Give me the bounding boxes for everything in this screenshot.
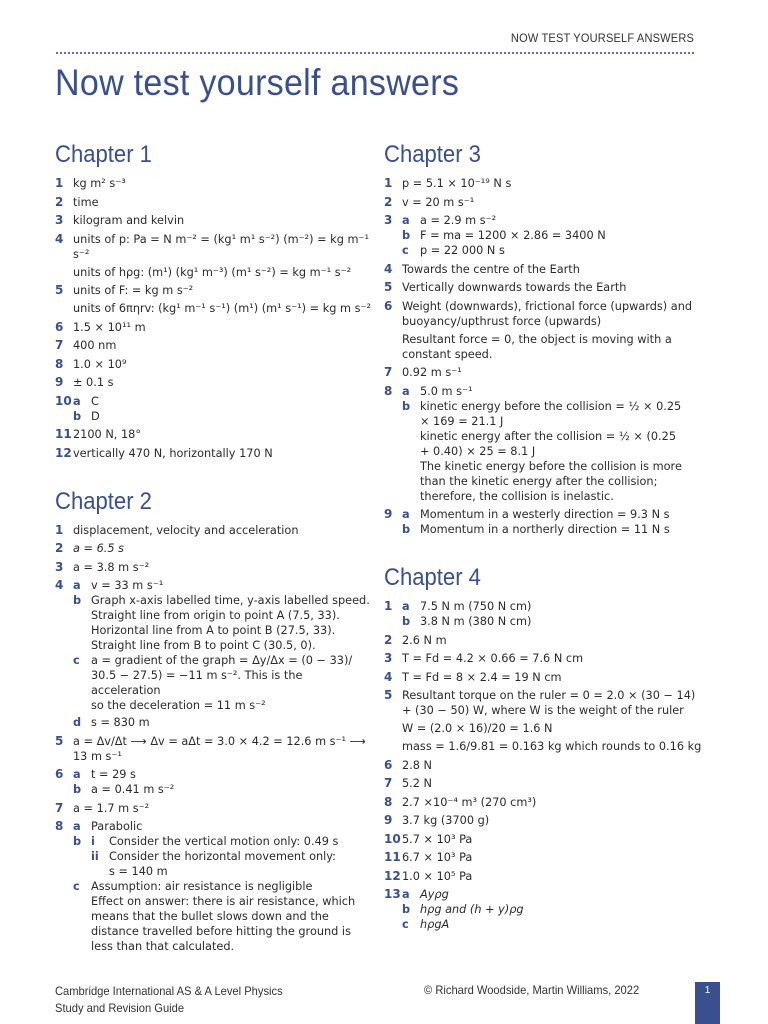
answer-item: 2 time (55, 194, 99, 209)
footer-copyright: © Richard Woodside, Martin Williams, 2022 (424, 983, 640, 997)
right-column (384, 140, 702, 936)
answer-item: 7 400 nm (55, 338, 117, 352)
page-title: Now test yourself answers (55, 62, 460, 103)
answer-item: 7 5.2 N (384, 776, 433, 790)
answer-item: 11 6.7 × 10³ Pa (384, 850, 473, 864)
answer-item: 4 units of p: Pa = N m⁻² = (kg¹ m¹ s⁻²) (m⁻²) = kg m⁻¹ s⁻² units of hρg: (m¹) (kg¹ m⁻³) (m¹ s⁻²) = kg m⁻¹ s⁻² (55, 231, 369, 279)
answer-item: 7 a = 1.7 m s⁻² (55, 800, 150, 815)
answer-item: 2 2.6 N m (384, 632, 447, 647)
answer-item: 6 Weight (downwards), frictional force (upwards) and buoyancy/upthrust force (upwards) Resultant force = 0, the object is moving with a constant speed. (384, 298, 693, 361)
answer-item: 11 2100 N, 18° (55, 427, 141, 441)
answer-item: 8 a 5.0 m s⁻¹ b kinetic energy before the collision = ½ × 0.25 × 169 = 21.1 J kinetic energy after the collision = ½ × (0.25 + 0.40) × 25 = 8.1 J The kinetic energy before the collision is more than the kinetic energy after the collision; therefore, the collision is inelastic. (384, 383, 682, 503)
answer-item: 1 p = 5.1 × 10⁻¹⁹ N s (384, 176, 512, 190)
answer-item: 5 a = Δv/Δt ⟶ Δv = aΔt = 3.0 × 4.2 = 12.6 m s⁻¹ ⟶ 13 m s⁻¹ (55, 733, 366, 763)
answer-item: 2 a = 6.5 s (55, 541, 125, 555)
chapter-1-heading: Chapter 1 (55, 141, 152, 168)
answer-item: 10 a C b D (55, 393, 100, 423)
answer-item: 3 T = Fd = 4.2 × 0.66 = 7.6 N cm (384, 651, 584, 665)
answer-item: 12 vertically 470 N, horizontally 170 N (55, 445, 273, 460)
answer-item: 7 0.92 m s⁻¹ (384, 365, 462, 379)
answer-item: 1 kg m² s⁻³ (55, 176, 126, 190)
page-number-badge: 1 (695, 982, 720, 1024)
left-column (55, 140, 373, 958)
answer-item: 3 a a = 2.9 m s⁻² b F = ma = 1200 × 2.86 = 3400 N c p = 22 000 N s (384, 213, 606, 257)
answer-item: 8 2.7 ×10⁻⁴ m³ (270 cm³) (384, 794, 537, 809)
answer-item: 8 a Parabolic b i Consider the vertical motion only: 0.49 s ii Consider the horizontal movement only: s = 140 m c Assumption: air resistance is negligible Effect on answer: there is air resistance, which means that the bullet slows down and the distance travelled before hitting the ground is less than that calculated. (55, 819, 356, 953)
chapter-3-heading: Chapter 3 (384, 141, 481, 168)
answer-item: 8 1.0 × 10⁹ (55, 356, 127, 371)
answer-item: 5 units of F: = kg m s⁻² units of 6πηrv: (kg¹ m⁻¹ s⁻¹) (m¹) (m¹ s⁻¹) = kg m s⁻² (55, 283, 371, 315)
answer-item: 10 5.7 × 10³ Pa (384, 831, 473, 846)
answer-item: 6 1.5 × 10¹¹ m (55, 319, 146, 334)
chapter-4-heading: Chapter 4 (384, 564, 481, 591)
answer-item: 2 v = 20 m s⁻¹ (384, 194, 475, 209)
chapter-2-heading: Chapter 2 (55, 487, 152, 515)
answer-item: 5 Vertically downwards towards the Earth (384, 280, 627, 294)
answer-item: 4 a v = 33 m s⁻¹ b Graph x-axis labelled time, y-axis labelled speed. Straight line from origin to point A (7.5, 33). Horizontal line from A to point B (27.5, 33). Straight line from B to point C (30.5, 0). c a = gradient of the graph = Δy/Δx = (0 − 33)/ 30.5 − 27.5) = −11 m s⁻². This is the acceleration so the deceleration = 11 m s⁻² d s = 830 m (55, 578, 370, 729)
answer-item: 1 displacement, velocity and acceleration (55, 522, 299, 537)
answer-item: 9 a Momentum in a westerly direction = 9.3 N s b Momentum in a northerly direction = 11 N s (384, 507, 670, 536)
answer-item: 5 Resultant torque on the ruler = 0 = 2.0 × (30 − 14) + (30 − 50) W, where W is the weight of the ruler W = (2.0 × 16)/20 = 1.6 N mass = 1.6/9.81 = 0.163 kg which rounds to 0.16 kg (384, 688, 702, 753)
running-head: NOW TEST YOURSELF ANSWERS (510, 31, 694, 45)
answer-item: 6 a t = 29 s b a = 0.41 m s⁻² (55, 767, 175, 796)
answer-item: 6 2.8 N (384, 757, 433, 772)
answer-item: 3 a = 3.8 m s⁻² (55, 559, 150, 574)
answer-item: 9 3.7 kg (3700 g) (384, 813, 490, 827)
answer-item: 9 ± 0.1 s (55, 375, 114, 389)
answer-item: 12 1.0 × 10⁵ Pa (384, 868, 473, 883)
answer-item: 1 a 7.5 N m (750 N cm) b 3.8 N m (380 N cm) (384, 599, 532, 628)
footer-book-title: Cambridge International AS & A Level Physics Study and Revision Guide (55, 984, 283, 1015)
answer-item: 4 T = Fd = 8 × 2.4 = 19 N cm (384, 669, 562, 684)
answer-item: 13 a Ayρg b hρg and (h + y)ρg c hρgA (384, 887, 524, 931)
dotted-divider (55, 52, 695, 54)
answer-item: 3 kilogram and kelvin (55, 213, 185, 227)
answer-item: 4 Towards the centre of the Earth (384, 261, 580, 276)
